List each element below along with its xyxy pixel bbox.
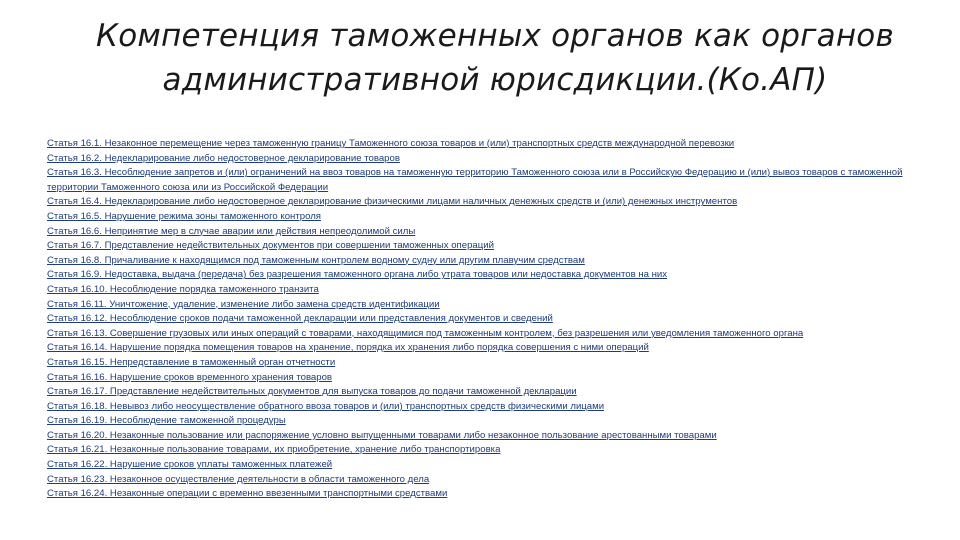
article-link-16-2[interactable]: Статья 16.2. Недекларирование либо недостоверное декларирование товаров [47,152,400,164]
article-link-16-23[interactable]: Статья 16.23. Незаконное осуществление деятельности в области таможенного дела [47,473,430,485]
article-link-16-1[interactable]: Статья 16.1. Незаконное перемещение через таможенную границу Таможенного союза товаров и (или) транспортных средств международной перевозки [47,138,735,149]
title-line-2: административной юрисдикции.(Ко.АП) [162,62,828,98]
title-line-1: Компетенция таможенных органов как органов [96,18,894,54]
list-item [47,400,922,415]
list-item [47,225,922,240]
article-link-16-6[interactable]: Статья 16.6. Непринятие мер в случае аварии или действия непреодолимой силы [47,225,416,237]
list-item [47,385,922,400]
article-link-16-12[interactable]: Статья 16.12. Несоблюдение сроков подачи таможенной декларации или представления документов и сведений [47,313,553,325]
list-item [47,356,922,371]
list-item [47,239,922,254]
article-link-16-19[interactable]: Статья 16.19. Несоблюдение таможенной процедуры [47,415,286,427]
list-item [47,195,922,210]
article-link-16-15[interactable]: Статья 16.15. Непредставление в таможенный орган отчетности [47,356,336,368]
article-link-16-7[interactable]: Статья 16.7. Представление недействительных документов при совершении таможенных операций [47,240,494,252]
article-link-16-11[interactable]: Статья 16.11. Уничтожение, удаление, изменение либо замена средств идентификации [47,298,440,310]
article-link-16-18[interactable]: Статья 16.18. Невывоз либо неосуществление обратного ввоза товаров и (или) транспортных средств физическими лицами [47,400,605,412]
article-link-16-24[interactable]: Статья 16.24. Незаконные операции с временно ввезенными транспортными средствами [47,488,448,500]
list-item [47,341,922,356]
list-item [47,137,922,152]
list-item [47,268,922,283]
article-link-16-13[interactable]: Статья 16.13. Совершение грузовых или иных операций с товарами, находящимися под таможенным контролем, без разрешения или уведомления таможенного органа [47,327,804,339]
list-item [47,473,922,488]
article-link-16-22[interactable]: Статья 16.22. Нарушение сроков уплаты таможенных платежей [47,459,333,471]
list-item [47,429,922,444]
list-item [47,458,922,473]
article-link-16-10[interactable]: Статья 16.10. Несоблюдение порядка таможенного транзита [47,283,319,295]
article-link-16-5[interactable]: Статья 16.5. Нарушение режима зоны таможенного контроля [47,210,322,222]
list-item [47,298,922,313]
list-item [47,210,922,225]
list-item [47,487,922,502]
list-item [47,312,922,327]
list-item [47,283,922,298]
list-item [47,254,922,269]
list-item [47,327,922,342]
article-link-16-8[interactable]: Статья 16.8. Причаливание к находящимся под таможенным контролем водному судну или другим плавучим средствам [47,254,585,266]
article-link-16-9[interactable]: Статья 16.9. Недоставка, выдача (передача) без разрешения таможенного органа либо утрата товаров или недоставка документов на них [47,269,668,281]
article-link-16-20[interactable]: Статья 16.20. Незаконные пользование или распоряжение условно выпущенными товарами либо незаконное пользование арестованными товарами [47,429,717,441]
list-item [47,443,922,458]
article-link-16-16[interactable]: Статья 16.16. Нарушение сроков временного хранения товаров [47,371,333,383]
list-item [47,166,922,195]
slide-title [60,14,930,102]
article-link-16-17[interactable]: Статья 16.17. Представление недействительных документов для выпуска товаров до подачи таможенной декларации [47,386,577,398]
list-item [47,414,922,429]
list-item [47,152,922,167]
article-link-16-14[interactable]: Статья 16.14. Нарушение порядка помещения товаров на хранение, порядка их хранения либо порядка совершения с ними операций [47,342,649,354]
article-link-16-3[interactable]: Статья 16.3. Несоблюдение запретов и (или) ограничений на ввоз товаров на таможенную территорию Таможенного союза или в Российскую Федерацию и (или) вывоз товаров с таможенной территории Таможенного союза или из Российской Федерации [47,167,903,193]
article-link-16-21[interactable]: Статья 16.21. Незаконные пользование товарами, их приобретение, хранение либо транспортировка [47,444,501,456]
article-link-16-4[interactable]: Статья 16.4. Недекларирование либо недостоверное декларирование физическими лицами наличных денежных средств и (или) денежных инструментов [47,196,738,208]
list-item [47,371,922,386]
article-list [47,137,922,502]
